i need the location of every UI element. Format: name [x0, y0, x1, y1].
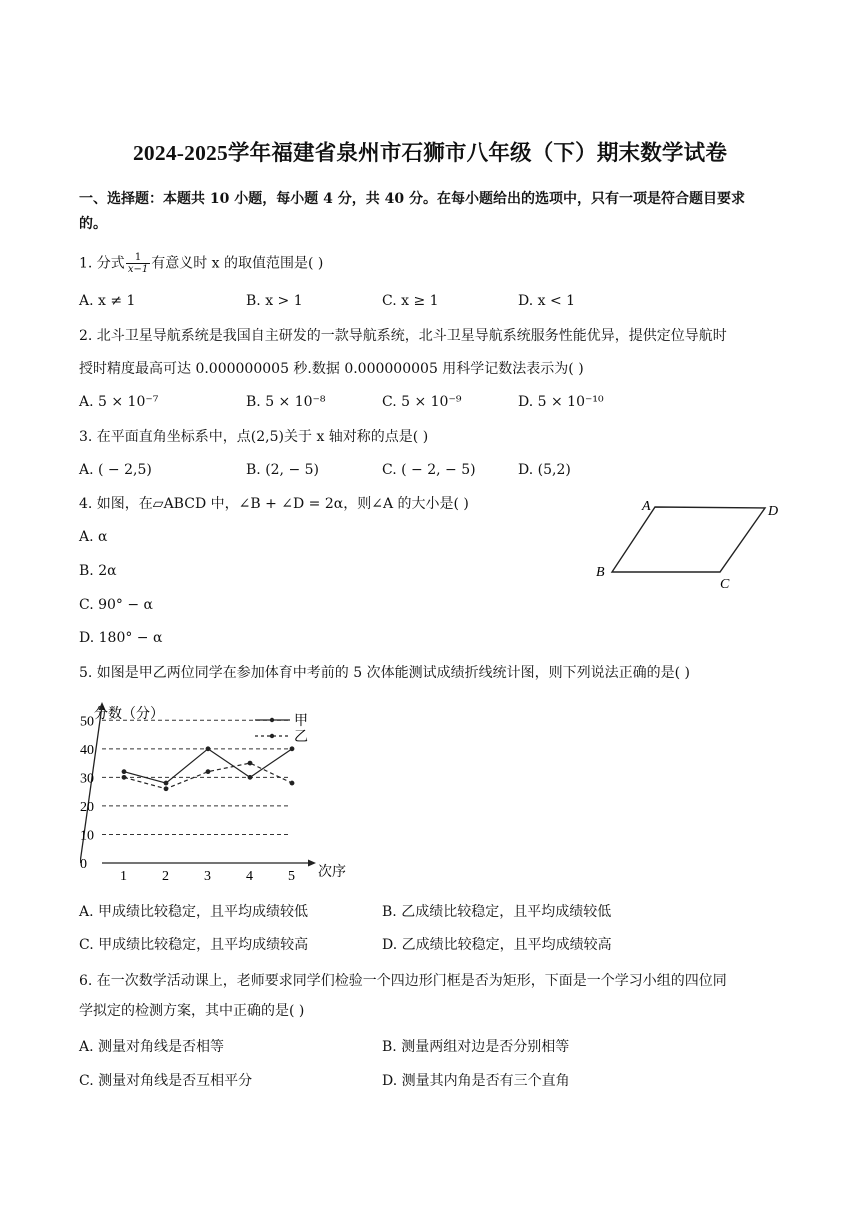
question-5: 5. 如图是甲乙两位同学在参加体育中考前的 5 次体能测试成绩折线统计图，则下列说法正确的是( )	[79, 665, 690, 681]
x-tick-4: 4	[246, 869, 253, 884]
q5-option-a[interactable]: A. 甲成绩比较稳定，且平均成绩较低	[79, 904, 309, 920]
x-tick-2: 2	[162, 869, 169, 884]
vertex-b-label: B	[596, 565, 605, 580]
question-4: 4. 如图，在▱ABCD 中，∠B + ∠D = 2α，则∠A 的大小是( )	[79, 496, 469, 512]
series-1-point-1	[122, 775, 127, 780]
series-0-point-1	[122, 769, 127, 774]
line-chart	[80, 700, 360, 885]
y-tick-30: 30	[80, 771, 94, 787]
series-line-1	[124, 763, 292, 789]
q3-option-c[interactable]: C. ( − 2, − 5)	[382, 462, 476, 478]
q3-option-b[interactable]: B. (2, − 5)	[246, 462, 320, 478]
series-0-point-2	[164, 781, 169, 786]
q4-option-b[interactable]: B. 2α	[79, 563, 117, 579]
question-1-prefix: 1. 分式	[79, 255, 125, 272]
section-heading: 一、选择题：本题共 10 小题，每小题 4 分，共 40 分。在每小题给出的选项中，只有一项是符合题目要求	[79, 191, 745, 207]
series-0-point-4	[248, 775, 253, 780]
y-tick-40: 40	[80, 742, 94, 758]
y-tick-20: 20	[80, 799, 94, 815]
parallelogram-shape	[612, 507, 765, 572]
page-title: 2024-2025学年福建省泉州市石狮市八年级（下）期末数学试卷	[132, 141, 728, 165]
question-1-suffix: 有意义时 x 的取值范围是( )	[151, 255, 324, 272]
series-0-point-5	[290, 746, 295, 751]
fraction	[126, 252, 150, 275]
question-6-line1: 6. 在一次数学活动课上，老师要求同学们检验一个四边形门框是否为矩形，下面是一个学习小组的四位同	[79, 973, 727, 989]
q6-option-c[interactable]: C. 测量对角线是否互相平分	[79, 1073, 253, 1089]
parallelogram-figure	[590, 494, 790, 594]
fraction-denominator: x−1	[127, 264, 149, 275]
q4-option-a[interactable]: A. α	[79, 529, 108, 545]
y-axis-label: 分数（分）	[94, 707, 164, 722]
chart-series	[122, 746, 295, 791]
legend-marker-jia	[270, 718, 274, 722]
q1-option-a[interactable]: A. x ≠ 1	[79, 293, 136, 309]
y-tick-0: 0	[80, 857, 87, 872]
question-2-line2: 授时精度最高可达 0.000000005 秒.数据 0.000000005 用科学记数法表示为( )	[79, 361, 584, 377]
q1-option-b[interactable]: B. x > 1	[246, 293, 303, 309]
question-6-line2: 学拟定的检测方案，其中正确的是( )	[79, 1003, 305, 1019]
q1-option-c[interactable]: C. x ≥ 1	[382, 293, 439, 309]
q2-option-a[interactable]: A. 5 × 10⁻⁷	[79, 394, 159, 410]
q4-option-c[interactable]: C. 90° − α	[79, 597, 154, 613]
series-1-point-2	[164, 786, 169, 791]
q2-option-b[interactable]: B. 5 × 10⁻⁸	[246, 394, 326, 410]
y-tick-10: 10	[80, 828, 94, 844]
q3-option-a[interactable]: A. ( − 2,5)	[79, 462, 152, 478]
vertex-d-label: D	[768, 504, 779, 519]
q6-option-a[interactable]: A. 测量对角线是否相等	[79, 1039, 225, 1055]
legend-label-yi: 乙	[294, 730, 308, 745]
x-tick-3: 3	[204, 869, 211, 884]
q2-option-c[interactable]: C. 5 × 10⁻⁹	[382, 394, 462, 410]
q5-option-c[interactable]: C. 甲成绩比较稳定，且平均成绩较高	[79, 937, 309, 953]
series-0-point-3	[206, 746, 211, 751]
q1-option-d[interactable]: D. x < 1	[518, 293, 576, 309]
q4-option-d[interactable]: D. 180° − α	[79, 630, 163, 646]
q2-option-d[interactable]: D. 5 × 10⁻¹⁰	[518, 394, 604, 410]
series-1-point-5	[290, 781, 295, 786]
x-tick-5: 5	[288, 869, 295, 884]
x-axis-arrow	[308, 860, 316, 867]
x-tick-labels	[120, 869, 295, 884]
q6-option-d[interactable]: D. 测量其内角是否有三个直角	[382, 1073, 570, 1089]
vertex-a-label: A	[642, 499, 651, 514]
question-1	[79, 252, 323, 275]
section-heading-cont: 的。	[79, 216, 107, 232]
series-1-point-4	[248, 761, 253, 766]
chart-legend	[255, 713, 308, 745]
q5-option-b[interactable]: B. 乙成绩比较稳定，且平均成绩较低	[382, 904, 612, 920]
legend-marker-yi	[270, 734, 274, 738]
q3-option-d[interactable]: D. (5,2)	[518, 462, 571, 478]
y-tick-50: 50	[80, 714, 94, 730]
question-3: 3. 在平面直角坐标系中，点(2,5)关于 x 轴对称的点是( )	[79, 429, 429, 445]
series-line-0	[124, 749, 292, 783]
fraction-numerator: 1	[126, 252, 150, 264]
q6-option-b[interactable]: B. 测量两组对边是否分别相等	[382, 1039, 570, 1055]
x-tick-1: 1	[120, 869, 127, 884]
chart-grid	[102, 720, 290, 834]
series-1-point-3	[206, 769, 211, 774]
q5-option-d[interactable]: D. 乙成绩比较稳定，且平均成绩较高	[382, 937, 612, 953]
x-axis-label: 次序	[318, 865, 346, 880]
question-2-line1: 2. 北斗卫星导航系统是我国自主研发的一款导航系统，北斗卫星导航系统服务性能优异，提供定位导航时	[79, 328, 727, 344]
legend-label-jia: 甲	[294, 714, 308, 729]
vertex-c-label: C	[720, 577, 730, 592]
